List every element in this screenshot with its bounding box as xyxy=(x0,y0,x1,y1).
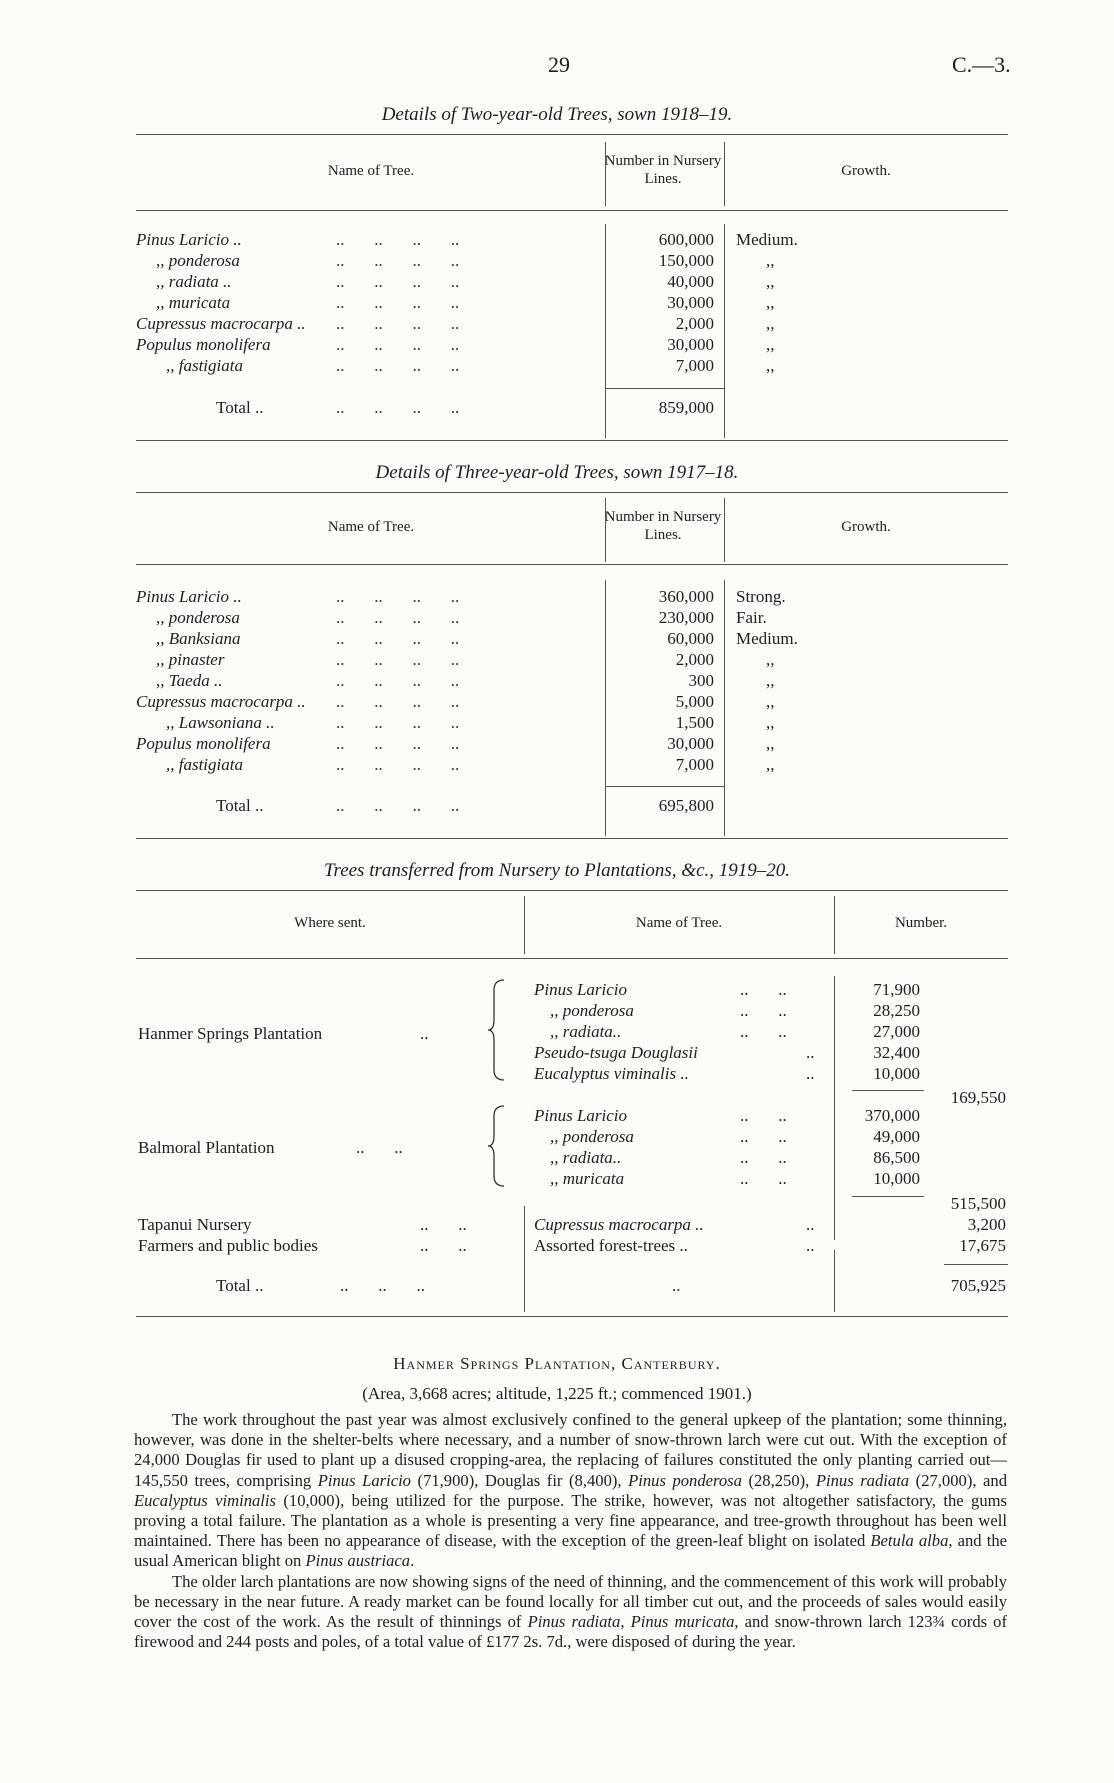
tree-growth: ,, xyxy=(766,650,775,669)
table-row: ,, Taeda .. .. .. .. .. 300 ,, xyxy=(156,671,775,690)
tree-name: ,, Banksiana xyxy=(156,629,241,648)
table-row-total: Total .. .. .. .. .. 859,000 xyxy=(216,398,714,417)
paragraph: The work throughout the past year was almost exclusively confined to the general upkeep of the plantation; some thinning, however, was done in the shelter-belts where necessary, and a number of snow-thrown larch were cut out. With the exception of 24,000 Douglas fir used to plant up a disused cropping-area, the replacing of failures constituted the only planting carried out—145,550 trees, comprising Pinus Laricio (71,900), Douglas fir (8,400), Pinus ponderosa (28,250), Pinus radiata (27,000), and Eucalyptus viminalis (10,000), being utilized for the purpose. The strike, however, was not altogether satisfactory, the gums proving a total failure. The plantation as a whole is presenting a very fine appearance, and tree-growth throughout has been well maintained. There has been no appearance of disease, with the exception of the green-leaf blight on isolated Betula alba, and the usual American blight on Pinus austriaca. xyxy=(134,1410,1008,1571)
hanmer-label: Hanmer Springs Plantation xyxy=(138,1024,323,1043)
tree-name: ,, ponderosa xyxy=(156,608,240,627)
tree-name: Eucalyptus viminalis .. xyxy=(534,1064,689,1083)
table3-head-rule xyxy=(136,958,1008,959)
table2-top-rule xyxy=(136,492,1008,493)
table1-head-rule xyxy=(136,210,1008,211)
tree-name: Cupressus macrocarpa .. xyxy=(534,1215,704,1234)
table1-divider xyxy=(724,142,725,206)
tree-number: 49,000 xyxy=(873,1127,920,1146)
table1-caption: Details of Two-year-old Trees, sown 1918–19. xyxy=(381,104,733,125)
tree-number: 32,400 xyxy=(873,1043,920,1062)
farmers-number: 17,675 xyxy=(959,1236,1006,1255)
tree-number: 40,000 xyxy=(667,272,714,291)
tree-growth: ,, xyxy=(766,335,775,354)
tree-name: Pinus Laricio .. xyxy=(136,587,242,606)
table1-col-number: Number in Nursery Lines. xyxy=(604,153,722,187)
balmoral-brace xyxy=(486,1104,508,1188)
tree-number: 71,900 xyxy=(873,980,920,999)
tree-name: ,, fastigiata xyxy=(166,356,243,375)
tree-number: 7,000 xyxy=(675,356,714,375)
table-row: Populus monolifera .. .. .. .. 30,000 ,, xyxy=(136,734,775,753)
tree-name: ,, Lawsoniana .. xyxy=(166,713,275,732)
table1-col-growth: Growth. xyxy=(841,163,891,179)
table3-divider xyxy=(834,976,835,1240)
total-dots: .. xyxy=(672,1276,681,1295)
balmoral-label: Balmoral Plantation xyxy=(138,1138,275,1157)
tree-growth: ,, xyxy=(766,713,775,732)
dots: .. .. xyxy=(740,1148,787,1167)
section-body xyxy=(134,1410,1007,1652)
paragraph: The older larch plantations are now showing signs of the need of thinning, and the commencement of this work will probably be necessary in the near future. A ready market can be found locally for all timber cut out, and the proceeds of sales would easily cover the cost of the work. As the result of thinnings of Pinus radiata, Pinus muricata, and snow-thrown larch 123¾ cords of firewood and 244 posts and poles, of a total value of £177 2s. 7d., were disposed of during the year. xyxy=(134,1571,1008,1652)
total-rule xyxy=(944,1264,1008,1265)
table2-col-number: Number in Nursery Lines. xyxy=(604,509,722,543)
tree-name: ,, radiata.. xyxy=(550,1148,622,1167)
table1-divider xyxy=(605,142,606,206)
table1-bottom-rule xyxy=(136,440,1008,441)
table3-top-rule xyxy=(136,890,1008,891)
subtotal-rule xyxy=(852,1090,924,1091)
tree-name: ,, pinaster xyxy=(156,650,225,669)
section-heading: Hanmer Springs Plantation, Canterbury. xyxy=(393,1354,721,1373)
tree-name: Populus monolifera xyxy=(136,734,271,753)
table-row: ,, fastigiata .. .. .. .. 7,000 ,, xyxy=(166,356,775,375)
tree-number: 10,000 xyxy=(873,1064,920,1083)
tree-name: ,, ponderosa xyxy=(550,1001,634,1020)
tree-number: 86,500 xyxy=(873,1148,920,1167)
section-subheading: (Area, 3,668 acres; altitude, 1,225 ft.; commenced 1901.) xyxy=(362,1384,752,1403)
table-row: Pinus Laricio .. .. .. .. .. 600,000 Medium. xyxy=(136,230,798,249)
tree-number: 300 xyxy=(688,671,714,690)
table1-top-rule xyxy=(136,134,1008,135)
tapanui-number: 3,200 xyxy=(967,1215,1006,1234)
tree-number: 600,000 xyxy=(658,230,714,249)
tree-growth: Medium. xyxy=(736,629,798,648)
dots: .. xyxy=(806,1215,815,1234)
dots: .. .. xyxy=(740,1127,787,1146)
hanmer-brace xyxy=(486,978,508,1082)
dots: .. .. xyxy=(740,1169,787,1188)
tree-number: 230,000 xyxy=(658,608,714,627)
document-code: C.—3. xyxy=(952,52,1011,77)
table-row: ,, ponderosa .. .. .. .. 150,000 ,, xyxy=(156,251,775,270)
farmers-label: Farmers and public bodies xyxy=(138,1236,318,1255)
tree-number: 360,000 xyxy=(658,587,714,606)
table-row: ,, radiata .. .. .. .. .. 40,000 ,, xyxy=(156,272,775,291)
tree-number: 30,000 xyxy=(667,335,714,354)
table3-divider xyxy=(524,896,525,954)
tree-growth: ,, xyxy=(766,755,775,774)
tree-growth: ,, xyxy=(766,692,775,711)
total-value: 859,000 xyxy=(658,398,714,417)
tree-name: ,, ponderosa xyxy=(550,1127,634,1146)
tapanui-label: Tapanui Nursery xyxy=(138,1215,252,1234)
table-row: ,, Lawsoniana .. .. .. .. .. 1,500 ,, xyxy=(166,713,775,732)
tree-growth: ,, xyxy=(766,272,775,291)
dots: .. .. xyxy=(740,1106,787,1125)
tree-growth: ,, xyxy=(766,314,775,333)
tree-number: 30,000 xyxy=(667,734,714,753)
tree-name: ,, radiata.. xyxy=(550,1022,622,1041)
table-row: ,, pinaster .. .. .. .. 2,000 ,, xyxy=(156,650,775,669)
table3-col-name: Name of Tree. xyxy=(635,915,723,931)
table-row: Cupressus macrocarpa .. .. .. .. .. 2,000 ,, xyxy=(136,314,775,333)
table3-bottom-rule xyxy=(136,1316,1008,1317)
tree-name: Pinus Laricio .. xyxy=(136,230,242,249)
dots: .. .. xyxy=(740,1001,787,1020)
dots: .. .. .. xyxy=(340,1276,425,1295)
tree-growth: ,, xyxy=(766,356,775,375)
dots: .. xyxy=(806,1043,815,1062)
tree-name: ,, muricata xyxy=(550,1169,625,1188)
table-row: ,, Banksiana .. .. .. .. 60,000 Medium. xyxy=(156,629,798,648)
tree-name: Assorted forest-trees .. xyxy=(534,1236,688,1255)
table-row-total: Total .. .. .. .. .. 695,800 xyxy=(216,796,714,815)
tree-name: ,, fastigiata xyxy=(166,755,243,774)
dots: .. xyxy=(806,1064,815,1083)
table2-total-rule xyxy=(606,786,724,787)
tree-number: 60,000 xyxy=(667,629,714,648)
table3-divider xyxy=(834,896,835,954)
dots: .. .. xyxy=(420,1215,467,1234)
tree-name: ,, muricata xyxy=(156,293,231,312)
dots: .. xyxy=(806,1236,815,1255)
tree-number: 10,000 xyxy=(873,1169,920,1188)
page-number: 29 xyxy=(548,52,570,77)
subtotal-rule xyxy=(852,1196,924,1197)
tree-growth: ,, xyxy=(766,251,775,270)
tree-number: 1,500 xyxy=(675,713,714,732)
table2-caption: Details of Three-year-old Trees, sown 1917–18. xyxy=(375,462,739,483)
tree-growth: ,, xyxy=(766,734,775,753)
table2-col-name: Name of Tree. xyxy=(327,519,415,535)
tree-number: 27,000 xyxy=(873,1022,920,1041)
table3-divider xyxy=(524,1206,525,1312)
tree-number: 2,000 xyxy=(675,650,714,669)
table-row: ,, ponderosa .. .. .. .. 230,000 Fair. xyxy=(156,608,767,627)
dots: .. xyxy=(420,1024,429,1043)
table3-caption: Trees transferred from Nursery to Plantations, &c., 1919–20. xyxy=(323,860,791,881)
tree-growth: ,, xyxy=(766,293,775,312)
table3-col-where: Where sent. xyxy=(294,915,366,931)
table-row: Populus monolifera .. .. .. .. 30,000 ,, xyxy=(136,335,775,354)
table2-divider xyxy=(605,498,606,562)
table-row: Cupressus macrocarpa .. .. .. .. .. 5,000 ,, xyxy=(136,692,775,711)
table2-head-rule xyxy=(136,564,1008,565)
tree-name: Cupressus macrocarpa .. xyxy=(136,314,306,333)
table1-total-rule xyxy=(606,388,724,389)
dots: .. .. xyxy=(356,1138,403,1157)
table1-col-name: Name of Tree. xyxy=(327,163,415,179)
dots: .. .. xyxy=(420,1236,467,1255)
hanmer-subtotal: 169,550 xyxy=(950,1088,1006,1107)
tree-name: ,, ponderosa xyxy=(156,251,240,270)
tree-number: 30,000 xyxy=(667,293,714,312)
table-row: ,, muricata .. .. .. .. 30,000 ,, xyxy=(156,293,775,312)
dots: .. .. xyxy=(740,1022,787,1041)
tree-name: Pseudo-tsuga Douglasii xyxy=(534,1043,698,1062)
table2-bottom-rule xyxy=(136,838,1008,839)
tree-name: ,, Taeda .. xyxy=(156,671,223,690)
tree-name: Cupressus macrocarpa .. xyxy=(136,692,306,711)
table3-col-number: Number. xyxy=(894,915,948,931)
tree-growth: Strong. xyxy=(736,587,786,606)
tree-number: 150,000 xyxy=(658,251,714,270)
dots: .. .. xyxy=(740,980,787,999)
tree-name: ,, radiata .. xyxy=(156,272,232,291)
tree-number: 5,000 xyxy=(675,692,714,711)
total-label: Total .. xyxy=(216,398,264,417)
tree-growth: Fair. xyxy=(736,608,767,627)
table-row: Pinus Laricio .. .. .. .. .. 360,000 Strong. xyxy=(136,587,786,606)
tree-number: 370,000 xyxy=(864,1106,920,1125)
table3-total: 705,925 xyxy=(950,1276,1006,1295)
total-label: Total .. xyxy=(216,796,264,815)
balmoral-subtotal: 515,500 xyxy=(950,1194,1006,1213)
tree-growth: ,, xyxy=(766,671,775,690)
total-label: Total .. xyxy=(216,1276,264,1295)
tree-name: Pinus Laricio xyxy=(534,980,628,999)
table2-col-growth: Growth. xyxy=(841,519,891,535)
tree-number: 2,000 xyxy=(675,314,714,333)
table3-divider xyxy=(834,1250,835,1312)
table2-divider xyxy=(724,498,725,562)
tree-name: Populus monolifera xyxy=(136,335,271,354)
tree-number: 7,000 xyxy=(675,755,714,774)
tree-name: Pinus Laricio xyxy=(534,1106,628,1125)
tree-growth: Medium. xyxy=(736,230,798,249)
table-row: ,, fastigiata .. .. .. .. 7,000 ,, xyxy=(166,755,775,774)
total-value: 695,800 xyxy=(658,796,714,815)
tree-number: 28,250 xyxy=(873,1001,920,1020)
